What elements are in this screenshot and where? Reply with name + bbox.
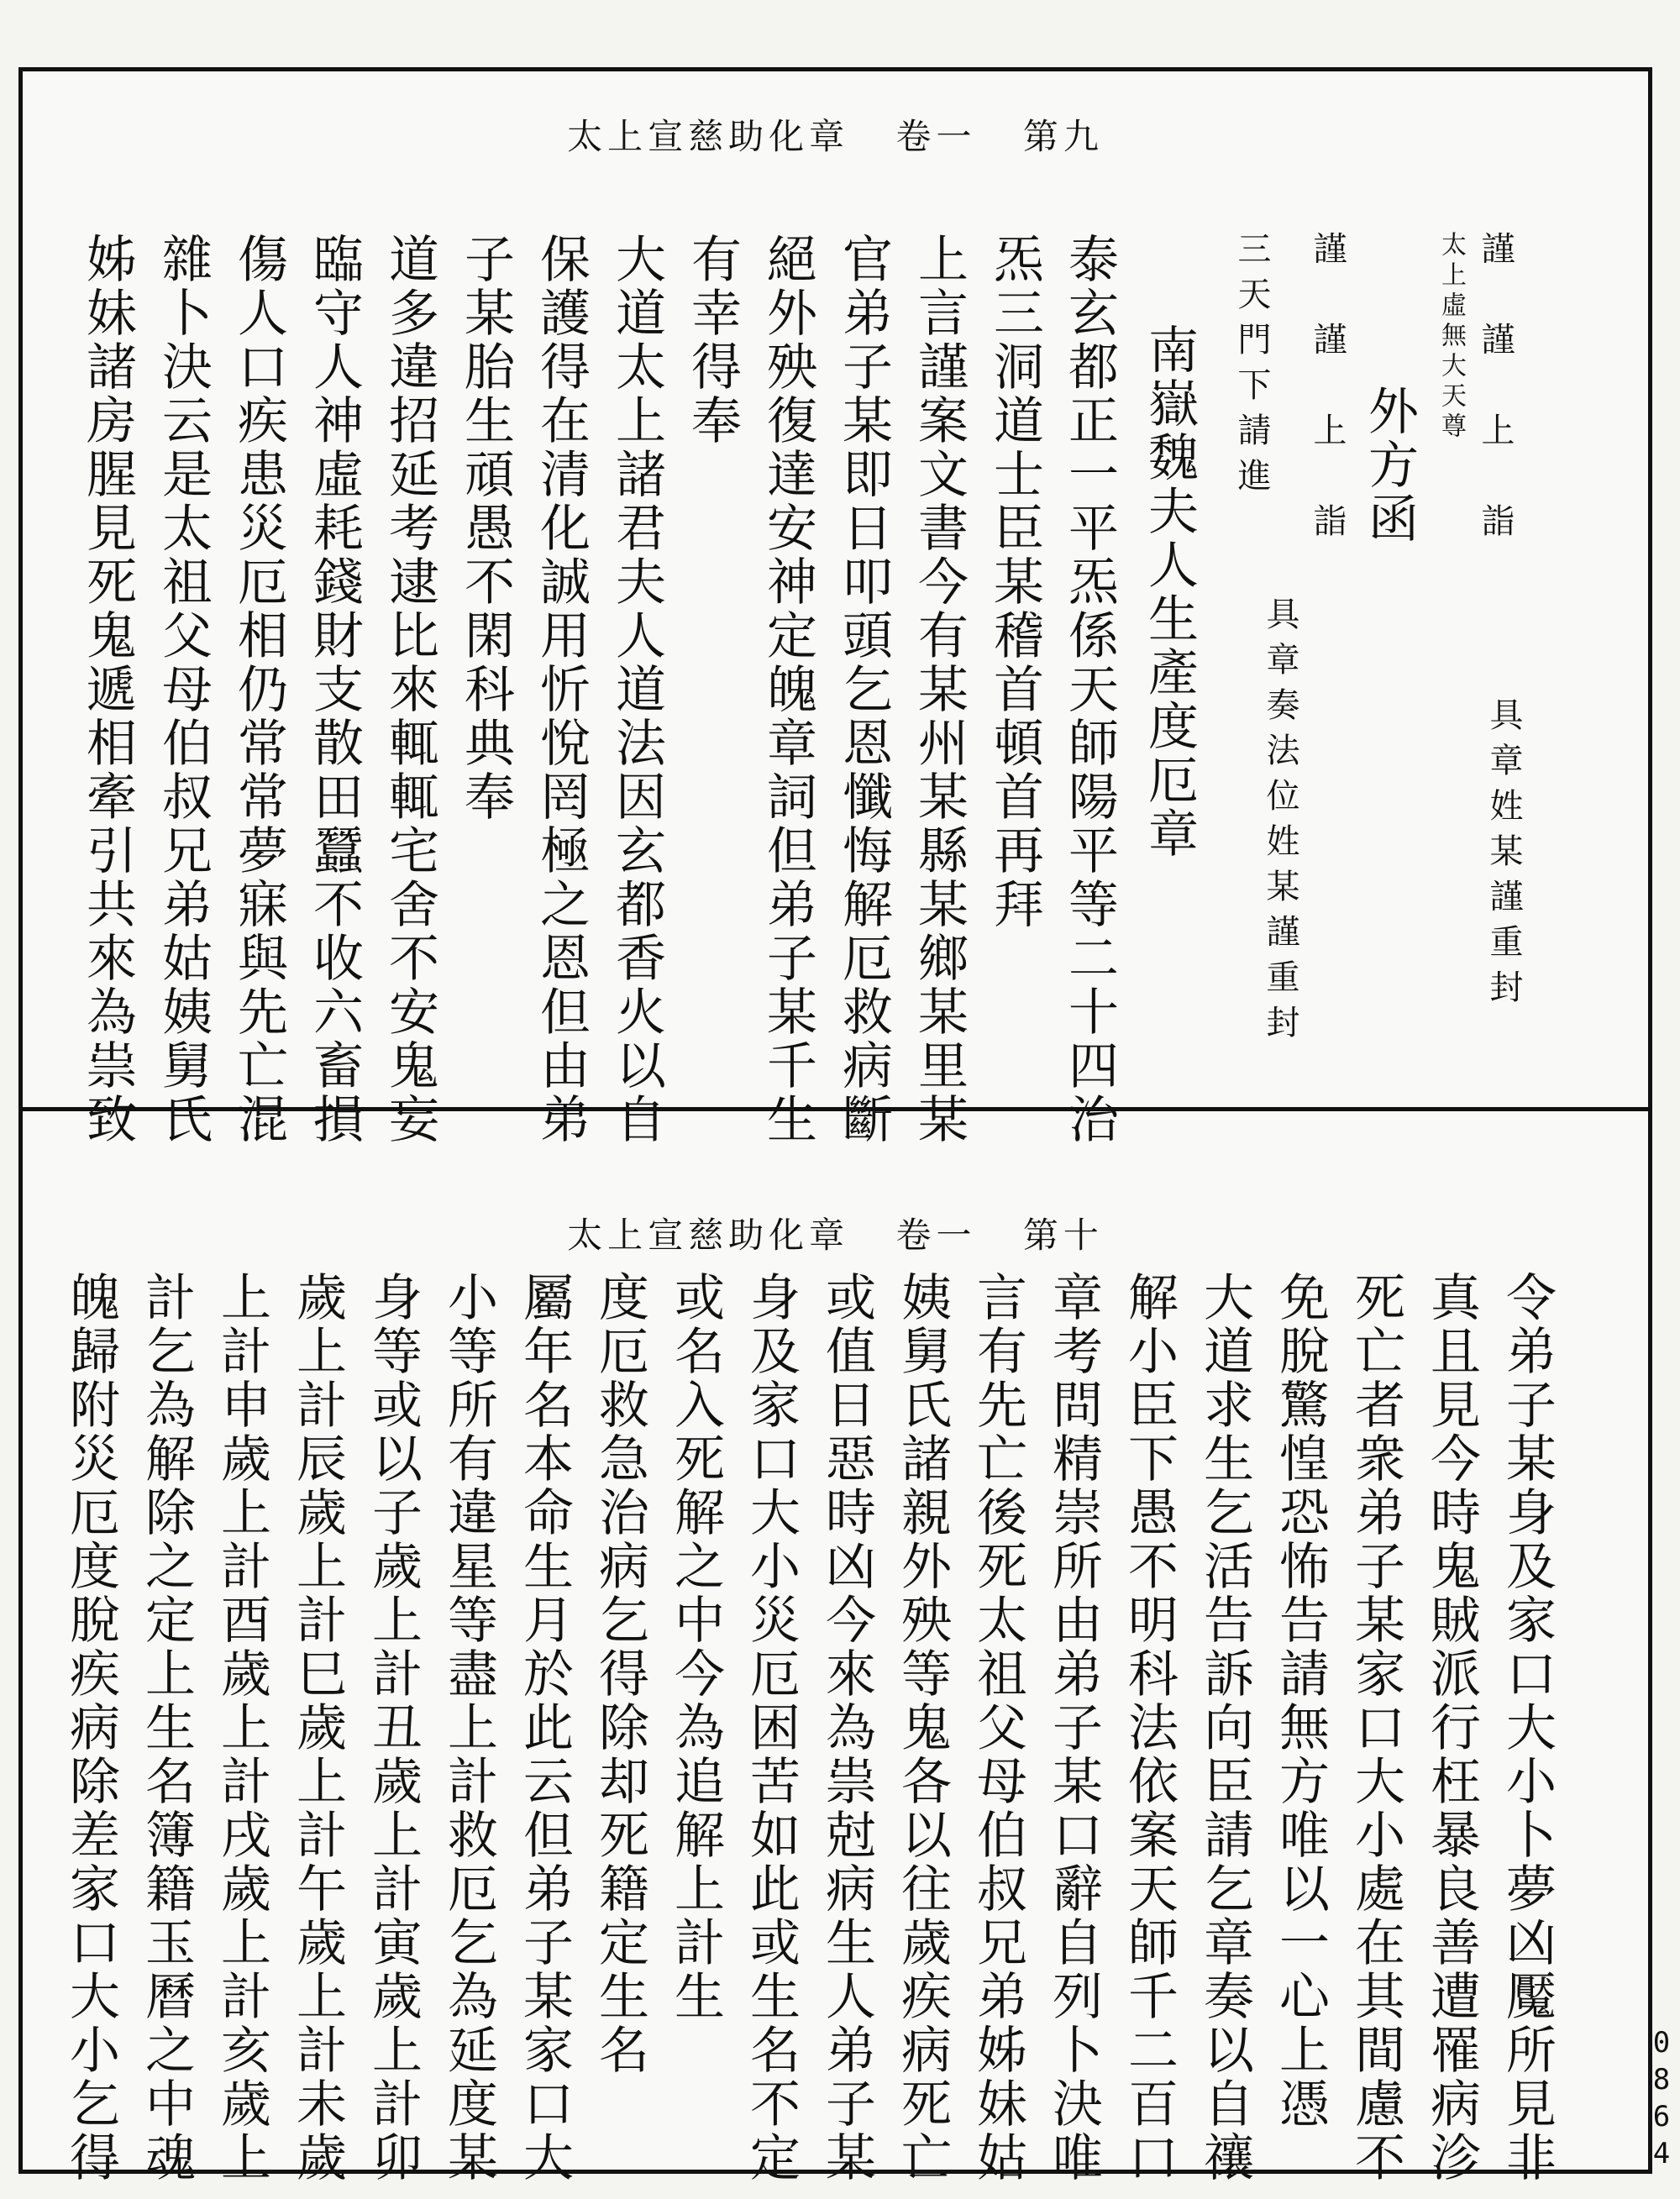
top-header-volume: 卷一	[895, 116, 977, 157]
top-col-21: 雜卜決云是太祖父母伯叔兄弟姑姨舅氏	[154, 233, 213, 1147]
bottom-col-12: 或名入死解之中今為追解上計生	[666, 1271, 725, 2023]
top-col-7: 三天門下請進	[1232, 231, 1271, 503]
top-col-3: 具章姓某謹重封	[1484, 697, 1523, 1015]
top-text-columns	[18, 67, 1652, 1147]
bottom-col-19: 計乞為解除之定上生名簿籍玉曆之中魂	[137, 1271, 196, 2185]
bottom-col-6: 解小臣下愚不明科法依案天師千二百口	[1120, 1271, 1179, 2185]
bottom-header-volume: 卷一	[895, 1215, 977, 1256]
bottom-col-11: 身及家口大小災厄困苦如此或生名不定	[742, 1271, 801, 2185]
bottom-header-title: 太上宣慈助化章	[567, 1215, 850, 1256]
bottom-col-5: 大道求生乞活告訴向臣請乞章奏以自禳	[1195, 1271, 1254, 2185]
top-col-19: 臨守人神虛耗錢財支散田蠶不收六畜損	[305, 233, 364, 1147]
top-col-8: 南嶽魏夫人生產度厄章	[1140, 323, 1199, 861]
bottom-col-14: 屬年名本命生月於此云但弟子某家口大	[515, 1271, 574, 2185]
top-col-11: 上言謹案文書今有某州某縣某鄉某里某	[910, 233, 969, 1147]
top-header-page: 第九	[1022, 116, 1104, 157]
bottom-panel	[18, 1111, 1652, 2185]
top-col-9: 泰玄都正一平炁係天師陽平等二十四治	[1060, 233, 1119, 1147]
bottom-col-13: 度厄救急治病乞得除却死籍定生名	[591, 1271, 649, 2077]
bottom-header-page: 第十	[1022, 1215, 1104, 1256]
top-col-6: 具章奏法位姓某謹重封	[1261, 596, 1299, 1050]
top-col-22: 姊妹諸房腥見死鬼遞相牽引共來為祟致	[78, 233, 137, 1147]
bottom-col-17: 歲上計辰歲上計巳歲上計午歲上計未歲	[288, 1271, 347, 2185]
page-number: 0864	[1645, 2026, 1678, 2174]
bottom-col-4: 免脫驚惶恐怖告請無方唯以一心上憑	[1271, 1271, 1330, 2131]
top-col-17: 子某胎生頑愚不閑科典奉	[456, 233, 515, 824]
bottom-col-8: 言有先亡後死太祖父母伯叔兄弟姊妹姑	[969, 1271, 1027, 2185]
bottom-col-1: 令弟子某身及家口大小卜夢凶魘所見非	[1498, 1271, 1557, 2185]
bottom-col-16: 身等或以子歲上計丑歲上計寅歲上計卯	[364, 1271, 423, 2185]
top-col-12: 官弟子某即日叩頭乞恩懺悔解厄救病斷	[834, 233, 893, 1147]
top-col-1: 謹 謹 上 詣	[1476, 231, 1515, 548]
bottom-col-20: 魄歸附災厄度脫疾病除差家口大小乞得	[61, 1271, 120, 2185]
bottom-col-15: 小等所有違星等盡上計救厄乞為延度某	[439, 1271, 498, 2185]
bottom-col-2: 真且見今時鬼賊派行枉暴良善遭罹病沴	[1422, 1271, 1481, 2185]
top-col-5: 謹 謹 上 詣	[1308, 231, 1347, 548]
top-col-16: 保護得在清化誠用忻悅罔極之恩但由弟	[532, 233, 591, 1147]
top-col-2: 太上虛無大天尊	[1436, 231, 1466, 443]
top-col-4: 外方函	[1360, 385, 1419, 546]
top-col-18: 道多違招延考逮比來輒輒宅舍不安鬼妄	[381, 233, 439, 1147]
top-header-title: 太上宣慈助化章	[567, 116, 850, 157]
bottom-col-9: 姨舅氏諸親外殃等鬼各以往歲疾病死亡	[893, 1271, 952, 2185]
bottom-text-columns	[18, 1111, 1652, 2185]
bottom-col-7: 章考問精崇所由弟子某口辭自列卜決唯	[1044, 1271, 1103, 2185]
top-col-14: 有幸得奉	[683, 233, 742, 448]
top-col-13: 絕外殃復達安神定魄章詞但弟子某千生	[759, 233, 817, 1147]
top-col-20: 傷人口疾患災厄相仍常常夢寐與先亡混	[229, 233, 288, 1147]
bottom-col-3: 死亡者衆弟子某家口大小處在其間慮不	[1347, 1271, 1405, 2185]
bottom-col-10: 或值日惡時凶今來為祟尅病生人弟子某	[817, 1271, 876, 2185]
top-col-10: 炁三洞道士臣某稽首頓首再拜	[985, 233, 1044, 932]
bottom-col-18: 上計申歲上計酉歲上計戌歲上計亥歲上	[213, 1271, 271, 2185]
top-col-15: 大道太上諸君夫人道法因玄都香火以自	[607, 233, 666, 1147]
top-panel	[18, 67, 1652, 1147]
